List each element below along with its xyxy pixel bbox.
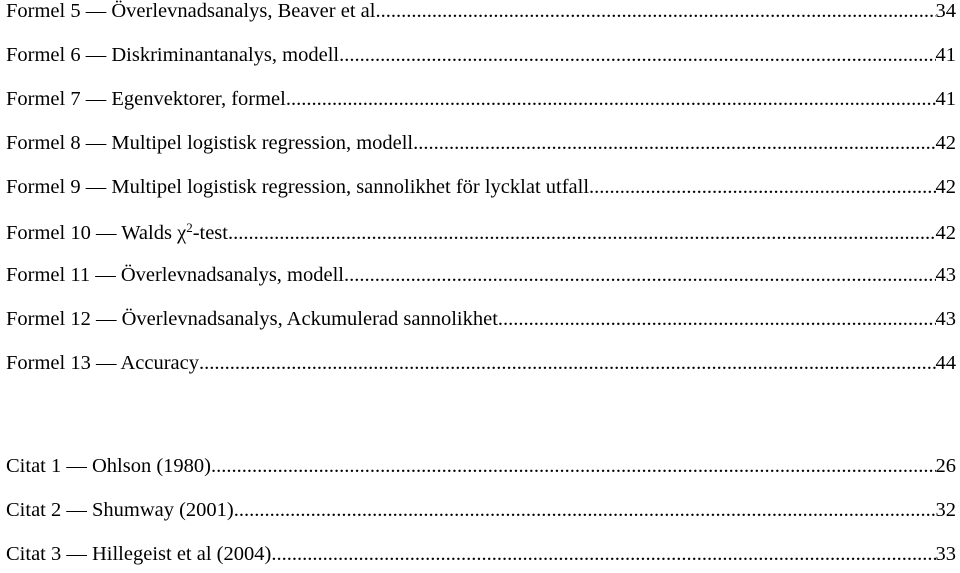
dot-leader — [211, 455, 936, 478]
entry-label-main: Formel 10 — Walds χ — [6, 222, 187, 244]
dot-leader — [594, 176, 935, 199]
toc-entry-formel-10[interactable] — [6, 220, 956, 250]
entry-label: Formel 12 — Överlevnadsanalys, Ackumulerad sannolikhet — [6, 308, 498, 330]
page-number: 42 — [935, 132, 956, 154]
dot-leader — [349, 264, 935, 287]
page-number: 41 — [935, 88, 956, 110]
page-number: 32 — [935, 499, 956, 521]
toc-entry-formel-12[interactable] — [6, 308, 956, 338]
page-number: 42 — [935, 176, 956, 198]
page-number: 26 — [935, 455, 956, 477]
dot-leader — [228, 222, 936, 245]
page-number: 43 — [935, 264, 956, 286]
entry-label: Citat 2 — Shumway (2001) — [6, 499, 234, 521]
page-number: 44 — [935, 352, 956, 374]
superscript: 2 — [186, 220, 193, 235]
entry-label: Formel 11 — Överlevnadsanalys, modell. — [6, 264, 350, 286]
entry-label: Citat 3 — Hillegeist et al (2004) — [6, 543, 272, 565]
toc-entry-formel-6[interactable] — [6, 44, 956, 74]
toc-entry-citat-1[interactable] — [6, 455, 956, 485]
page-number: 43 — [935, 308, 956, 330]
dot-leader — [381, 0, 936, 23]
toc-entry-formel-13[interactable] — [6, 352, 956, 382]
entry-label: Formel 13 — Accuracy — [6, 352, 199, 374]
page-number: 33 — [935, 543, 956, 565]
entry-label: Formel 6 — Diskriminantanalys, modell. — [6, 44, 345, 66]
page-number: 41 — [935, 44, 956, 66]
dot-leader — [199, 352, 936, 375]
toc-entry-formel-11[interactable] — [6, 264, 956, 294]
entry-label: Formel 9 — Multipel logistisk regression, sannolikhet för lycklat utfall. — [6, 176, 595, 198]
entry-label-suffix: -test — [192, 222, 228, 244]
entry-label — [6, 220, 228, 245]
dot-leader — [498, 308, 936, 331]
dot-leader — [344, 44, 935, 67]
dot-leader — [291, 88, 936, 111]
entry-label: Formel 5 — Överlevnadsanalys, Beaver et al. — [6, 0, 381, 22]
toc-entry-formel-8[interactable] — [6, 132, 956, 162]
dot-leader — [234, 499, 936, 522]
dot-leader — [418, 132, 935, 155]
page-number: 42 — [935, 222, 956, 244]
toc-entry-citat-2[interactable] — [6, 499, 956, 529]
toc-entry-formel-5[interactable] — [6, 0, 956, 30]
entry-label: Formel 7 — Egenvektorer, formel. — [6, 88, 291, 110]
dot-leader — [271, 543, 935, 566]
toc-entry-citat-3[interactable] — [6, 543, 956, 573]
entry-label: Formel 8 — Multipel logistisk regression, modell. — [6, 132, 419, 154]
entry-label: Citat 1 — Ohlson (1980) — [6, 455, 211, 477]
toc-entry-formel-9[interactable] — [6, 176, 956, 206]
page-number: 34 — [935, 0, 956, 22]
toc-entry-formel-7[interactable] — [6, 88, 956, 118]
